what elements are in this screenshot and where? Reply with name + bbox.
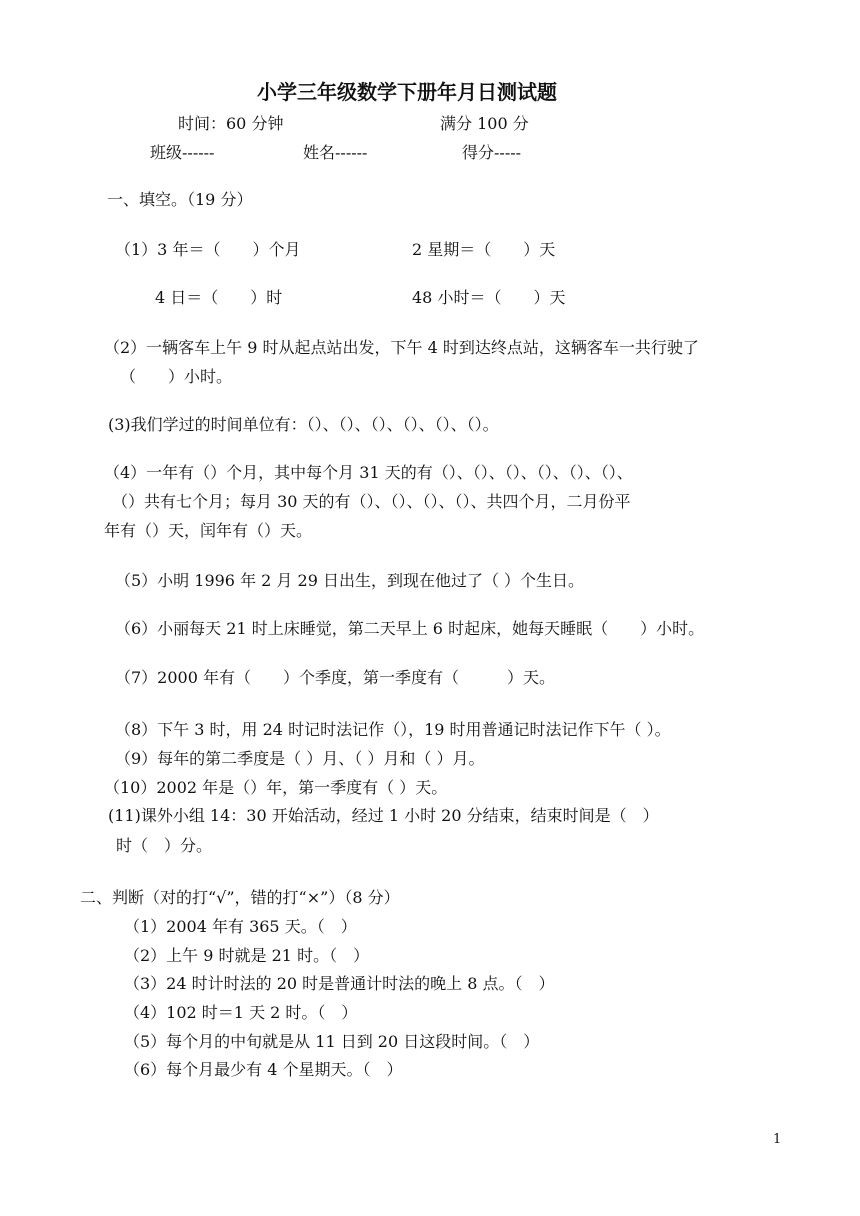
- q2-line1: （2）一辆客车上午 9 时从起点站出发，下午 4 时到达终点站，这辆客车一共行驶了: [104, 338, 699, 357]
- q2-line2: （ ）小时。: [120, 367, 233, 386]
- page-number: 1: [773, 1132, 782, 1147]
- judge-item-5: （5）每个月的中旬就是从 11 日到 20 日这段时间。（ ）: [124, 1032, 540, 1051]
- q8: （8）下午 3 时，用 24 时记时法记作（），19 时用普通记时法记作下午（ ）。: [115, 720, 671, 739]
- q1-a: （1）3 年＝（ ）个月: [115, 240, 301, 259]
- q1-b: 2 星期＝（ ）天: [412, 240, 556, 259]
- q1-c: 4 日＝（ ）时: [155, 288, 283, 307]
- page-title: 小学三年级数学下册年月日测试题: [257, 80, 557, 104]
- q11-line1: (11)课外小组 14：30 开始活动，经过 1 小时 20 分结束，结束时间是（ ）: [108, 806, 659, 825]
- judge-item-6: （6）每个月最少有 4 个星期天。（ ）: [124, 1060, 403, 1079]
- judge-item-3: （3）24 时计时法的 20 时是普通计时法的晚上 8 点。（ ）: [124, 974, 555, 993]
- q4-line1: （4）一年有（）个月，其中每个月 31 天的有（）、（）、（）、（）、（）、（）、: [104, 463, 633, 482]
- judge-item-1: （1）2004 年有 365 天。（ ）: [124, 917, 357, 936]
- q1-d: 48 小时＝（ ）天: [412, 288, 566, 307]
- q3: (3)我们学过的时间单位有：（）、（）、（）、（）、（）、（）。: [108, 415, 499, 434]
- q6: （6）小丽每天 21 时上床睡觉，第二天早上 6 时起床，她每天睡眠（ ）小时。: [115, 619, 705, 638]
- q5: （5）小明 1996 年 2 月 29 日出生，到现在他过了（ ）个生日。: [115, 571, 585, 590]
- q11-line2: 时（ ）分。: [116, 836, 213, 855]
- exam-full-score: 满分 100 分: [440, 114, 529, 133]
- class-field: 班级------: [150, 143, 215, 162]
- q7: （7）2000 年有（ ）个季度，第一季度有（ ）天。: [115, 668, 555, 687]
- judge-item-2: （2）上午 9 时就是 21 时。（ ）: [124, 946, 370, 965]
- q10: （10）2002 年是（）年，第一季度有（ ）天。: [104, 778, 448, 797]
- score-field: 得分-----: [462, 143, 522, 162]
- q4-line2: （）共有七个月；每月 30 天的有（）、（）、（）、（）、共四个月，二月份平: [112, 492, 631, 511]
- section1-heading: 一、填空。（19 分）: [107, 190, 253, 209]
- section2-heading: 二、判断（对的打“√”，错的打“×”）（8 分）: [80, 888, 400, 907]
- judge-item-4: （4）102 时＝1 天 2 时。（ ）: [124, 1003, 358, 1022]
- exam-time: 时间：60 分钟: [178, 114, 284, 133]
- q4-line3: 年有（）天，闰年有（）天。: [104, 521, 313, 540]
- name-field: 姓名------: [303, 143, 368, 162]
- q9: （9）每年的第二季度是（ ）月、（ ）月和（ ）月。: [115, 749, 485, 768]
